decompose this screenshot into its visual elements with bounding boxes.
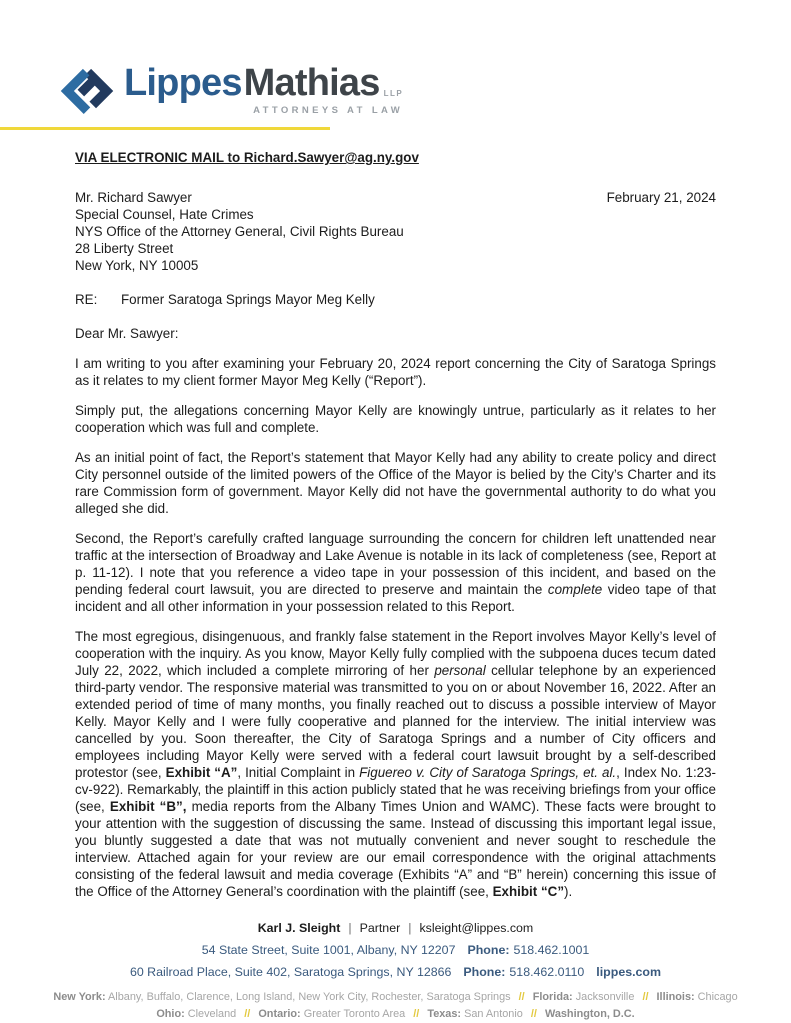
brand-wordmark	[124, 64, 403, 102]
saratoga-address: 60 Railroad Place, Suite 402, Saratoga Springs, NY 12866	[129, 965, 452, 979]
lippes-mathias-logo-icon	[58, 62, 116, 120]
office-address-albany	[0, 943, 791, 958]
offices-footer	[0, 989, 791, 1023]
paragraph-4: Second, the Report’s carefully crafted language surrounding the concern for children left unattended near traffic at the intersection of Broadway and Lake Avenue is notable in its lack of completeness (see, Report at p. 11-12). I note that you reference a video tape in your possession of this incident, and based on the pending federal court lawsuit, you are directed to preserve and maintain the complete video tape of that incident and all other information in your possession related to this Report.	[75, 531, 716, 614]
recipient-title: Special Counsel, Hate Crimes	[75, 207, 254, 222]
re-line	[75, 291, 716, 308]
recipient-org: NYS Office of the Attorney General, Civil Rights Bureau	[75, 224, 404, 239]
recipient-name: Mr. Richard Sawyer	[75, 190, 192, 205]
brand-tagline: ATTORNEYS AT LAW	[253, 105, 404, 116]
lippes-mathias-logo	[58, 62, 791, 120]
recipient-street: 28 Liberty Street	[75, 241, 174, 256]
attorney-email: ksleight@lippes.com	[419, 921, 534, 935]
phone-label: Phone:	[467, 943, 510, 957]
separator-pipe: |	[408, 921, 412, 935]
paragraph-2: Simply put, the allegations concerning Mayor Kelly are knowingly untrue, particularly as it relates to her cooperation which was full and complete.	[75, 403, 716, 435]
letter-body	[75, 149, 716, 900]
phone-label: Phone:	[463, 965, 506, 979]
paragraph-5: The most egregious, disingenuous, and frankly false statement in the Report involves Mayor Kelly’s level of cooperation with the inquiry. As you know, Mayor Kelly fully complied with the subpoena duces tecum dated July 22, 2022, which included a complete mirroring of her personal cellular telephone by an experienced third-party vendor. The responsive material was transmitted to you on or about November 16, 2022. After an extended period of time of many months, you finally reached out to discuss a possible interview of Mayor Kelly. Mayor Kelly and I were fully cooperative and planned for the interview. The initial interview was cancelled by you. Soon thereafter, the City of Saratoga Springs and a number of City officers and employees including Mayor Kelly were served with a federal court lawsuit brought by a self-described protestor (see, Exhibit “A”, Initial Complaint in Figuereo v. City of Saratoga Springs, et. al., Index No. 1:23-cv-922). Remarkably, the plaintiff in this action publicly stated that he was receiving briefings from your office (see, Exhibit “B”, media reports from the Albany Times Union and WAMC). These facts were brought to your attention with the suggestion of discussing the same. Instead of discussing this important legal issue, you bluntly suggested a date that was not mutually convenient and never sought to reschedule the interview. Attached again for your review are our email correspondence with the original attachments consisting of the federal lawsuit and media coverage (Exhibits “A” and “B” herein) concerning this issue of the Office of the Attorney General’s coordination with the plaintiff (see, Exhibit “C”).	[75, 629, 717, 899]
saratoga-phone: 518.462.0110	[509, 965, 585, 979]
logo-text	[124, 62, 403, 116]
attorney-line	[0, 921, 791, 936]
brand-suffix-llp: LLP	[383, 89, 404, 98]
albany-address: 54 State Street, Suite 1001, Albany, NY 12207	[201, 943, 456, 957]
attorney-title: Partner	[359, 921, 401, 935]
recipient-city: New York, NY 10005	[75, 258, 199, 273]
letterhead	[0, 0, 791, 120]
attorney-contact-block	[0, 921, 791, 980]
albany-phone: 518.462.1001	[513, 943, 590, 957]
attorney-name: Karl J. Sleight	[257, 921, 341, 935]
website-text: lippes.com	[596, 965, 662, 979]
re-subject: Former Saratoga Springs Mayor Meg Kelly	[121, 292, 375, 307]
re-label: RE:	[75, 292, 98, 307]
letter-date: February 21, 2024	[606, 190, 716, 205]
brand-word-mathias: Mathias	[243, 62, 380, 104]
office-address-saratoga	[0, 965, 791, 980]
paragraph-1: I am writing to you after examining your February 20, 2024 report concerning the City of Saratoga Springs as it relates to my client former Mayor Meg Kelly (“Report”).	[75, 356, 716, 388]
separator-pipe: |	[348, 921, 352, 935]
salutation: Dear Mr. Sawyer:	[75, 326, 179, 341]
paragraph-3: As an initial point of fact, the Report’s statement that Mayor Kelly had any ability to create policy and direct City personnel outside of the limited powers of the Office of the Mayor is belied by the City’s Charter and its rare Commission form of government. Mayor Kelly did not have the governmental authority to do what you alleged she did.	[75, 450, 716, 516]
offices-line-1: New York: Albany, Buffalo, Clarence, Long Island, New York City, Rochester, Saratoga Springs // Florida: Jacksonville // Illinois: Chicago	[53, 991, 738, 1003]
brand-word-lippes: Lippes	[124, 62, 242, 104]
letterhead-yellow-rule	[0, 127, 330, 130]
delivery-method-line: VIA ELECTRONIC MAIL to Richard.Sawyer@ag.ny.gov	[75, 150, 419, 165]
recipient-address-block	[75, 189, 716, 274]
offices-line-2: Ohio: Cleveland // Ontario: Greater Toronto Area // Texas: San Antonio // Washington, D.C.	[156, 1008, 635, 1020]
